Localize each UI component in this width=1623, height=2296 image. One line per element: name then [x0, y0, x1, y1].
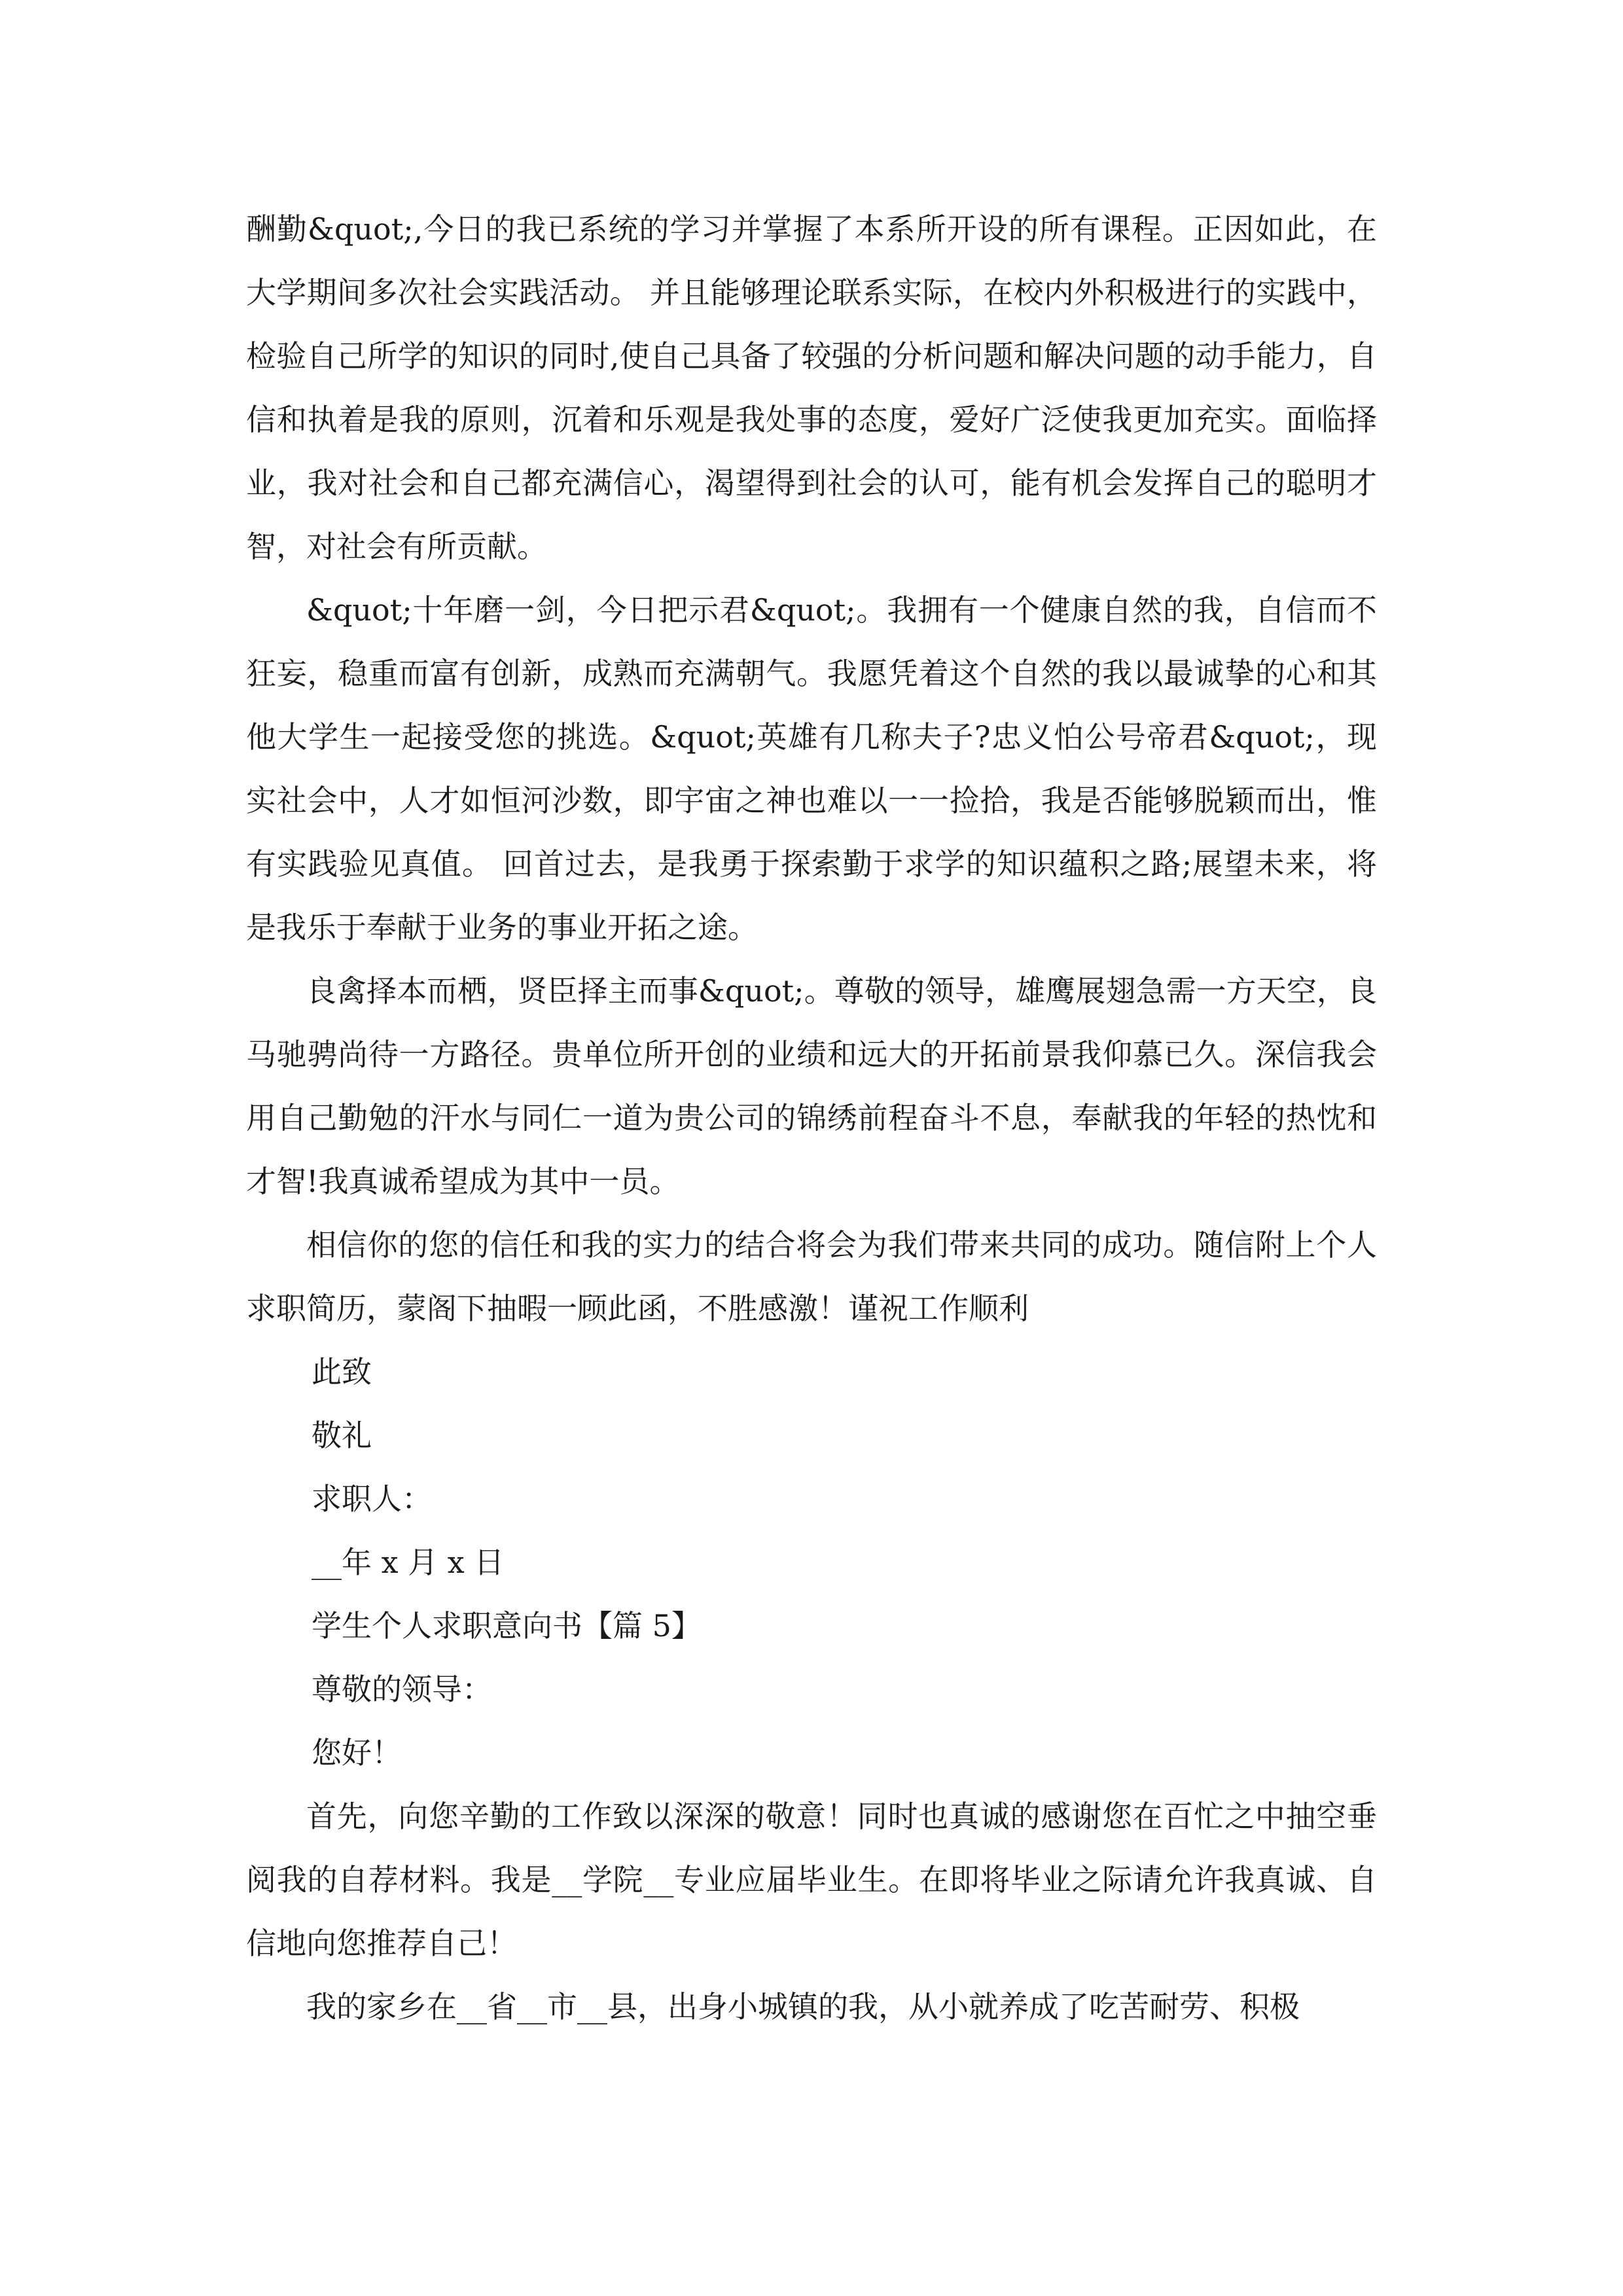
salutation: 尊敬的领导： — [312, 1672, 492, 1707]
body-paragraph: 相信你的您的信任和我的实力的结合将会为我们带来共同的成功。随信附上个人求职简历，蒙阁下抽暇一顾此函，不胜感激！谨祝工作顺利 — [246, 1227, 1377, 1326]
body-paragraph: 酬勤&quot;,今日的我已系统的学习并掌握了本系所开设的所有课程。正因如此，在大学期间多次社会实践活动。 并且能够理论联系实际，在校内外积极进行的实践中，检验自己所学的知识的同时,使自己具备了较强的分析问题和解决问题的动手能力，自信和执着是我的原则，沉着和乐观是我处事的态度，爱好广泛使我更加充实。面临择业，我对社会和自己都充满信心，渴望得到社会的认可，能有机会发挥自己的聪明才智，对社会有所贡献。 — [246, 211, 1377, 564]
body-paragraph: 首先，向您辛勤的工作致以深深的敬意！同时也真诚的感谢您在百忙之中抽空垂阅我的自荐材料。我是__学院__专业应届毕业生。在即将毕业之际请允许我真诚、自信地向您推荐自己！ — [246, 1799, 1377, 1961]
section-title: 学生个人求职意向书【篇 5】 — [312, 1608, 702, 1643]
document-page — [246, 198, 1377, 2039]
closing-ci-zhi: 此致 — [312, 1354, 372, 1390]
applicant-label: 求职人： — [312, 1481, 432, 1516]
date-line: __年 x 月 x 日 — [312, 1545, 505, 1580]
body-paragraph: &quot;十年磨一剑，今日把示君&quot;。我拥有一个健康自然的我，自信而不狂妄，稳重而富有创新，成熟而充满朝气。我愿凭着这个自然的我以最诚挚的心和其他大学生一起接受您的挑选。&quot;英雄有几称夫子?忠义怕公号帝君&quot;，现实社会中，人才如恒河沙数，即宇宙之神也难以一一捡拾，我是否能够脱颖而出，惟有实践验见真值。 回首过去，是我勇于探索勤于求学的知识蕴积之路;展望未来，将是我乐于奉献于业务的事业开拓之途。 — [246, 592, 1377, 945]
body-paragraph: 我的家乡在__省__市__县，出身小城镇的我，从小就养成了吃苦耐劳、积极 — [306, 1989, 1300, 2024]
greeting: 您好！ — [312, 1735, 402, 1770]
closing-jing-li: 敬礼 — [312, 1418, 372, 1453]
body-paragraph: 良禽择本而栖，贤臣择主而事&quot;。尊敬的领导，雄鹰展翅急需一方天空，良马驰骋尚待一方路径。贵单位所开创的业绩和远大的开拓前景我仰慕已久。深信我会用自己勤勉的汗水与同仁一道为贵公司的锦绣前程奋斗不息，奉献我的年轻的热忱和才智!我真诚希望成为其中一员。 — [246, 973, 1377, 1199]
